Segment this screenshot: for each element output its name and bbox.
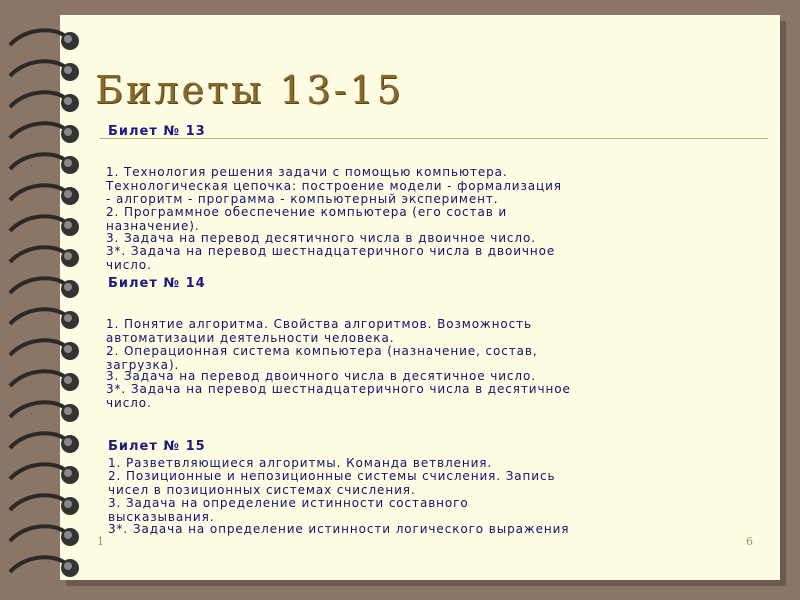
text-line: 1. Понятие алгоритма. Свойства алгоритмов. Возможность: [106, 317, 532, 331]
slide-title: Билеты 13-15: [95, 68, 404, 112]
text-line: назначение).: [106, 218, 200, 233]
text-line: число.: [106, 257, 152, 272]
text-line: 2. Программное обеспечение компьютера (его состав и: [106, 205, 508, 219]
spiral-ring-icon: [6, 180, 84, 214]
spiral-ring-icon: [6, 490, 84, 524]
spiral-ring-icon: [6, 242, 84, 276]
spiral-ring-icon: [6, 397, 84, 431]
spiral-ring-icon: [6, 428, 84, 462]
text-line: 3. Задача на определение истинности составного: [108, 496, 469, 510]
text-line: 3*. Задача на определение истинности логического выражения: [108, 522, 570, 536]
ticket-13-heading: Билет № 13: [108, 124, 206, 139]
text-line: 3. Задача на перевод двоичного числа в десятичное число.: [106, 369, 536, 383]
ticket-14-heading: Билет № 14: [108, 276, 206, 291]
ticket-13-item-2: [106, 206, 507, 233]
spiral-binding: [0, 25, 84, 580]
ticket-13-item-4: [106, 245, 555, 272]
text-line: автоматизации деятельности человека.: [106, 330, 395, 345]
spiral-ring-icon: [6, 25, 84, 59]
ticket-14-item-4: [106, 383, 571, 410]
spiral-ring-icon: [6, 87, 84, 121]
ticket-15-heading: Билет № 15: [108, 439, 206, 454]
text-line: число.: [106, 395, 152, 410]
page-number-right: 6: [746, 535, 753, 548]
spiral-ring-icon: [6, 552, 84, 586]
ticket-14-item-1: [106, 318, 532, 345]
spiral-ring-icon: [6, 335, 84, 369]
spiral-ring-icon: [6, 304, 84, 338]
text-line: высказывания.: [108, 509, 215, 524]
page-number-left: 1: [97, 535, 104, 548]
text-line: чисел в позиционных системах счисления.: [108, 482, 416, 497]
spiral-ring-icon: [6, 118, 84, 152]
ticket-13-item-1: [106, 166, 562, 207]
text-line: 1. Разветвляющиеся алгоритмы. Команда ветвления.: [108, 456, 493, 470]
ticket-15-item-3: [108, 497, 469, 524]
spiral-ring-icon: [6, 273, 84, 307]
text-line: 3. Задача на перевод десятичного числа в двоичное число.: [106, 231, 536, 245]
spiral-ring-icon: [6, 366, 84, 400]
text-line: 2. Позиционные и непозиционные системы счисления. Запись: [108, 469, 556, 483]
spiral-ring-icon: [6, 56, 84, 90]
spiral-ring-icon: [6, 459, 84, 493]
text-line: Технологическая цепочка: построение модели - формализация: [106, 178, 562, 193]
spiral-ring-icon: [6, 149, 84, 183]
ticket-15-item-4: [108, 523, 569, 537]
text-line: 3*. Задача на перевод шестнадцатеричного числа в двоичное: [106, 244, 556, 258]
text-line: 2. Операционная система компьютера (назначение, состав,: [106, 344, 538, 358]
text-line: загрузка).: [106, 357, 180, 372]
text-line: - алгоритм - программа - компьютерный эксперимент.: [106, 192, 499, 206]
ticket-14-item-2: [106, 345, 538, 372]
text-line: 1. Технология решения задачи с помощью компьютера.: [106, 165, 508, 179]
text-line: 3*. Задача на перевод шестнадцатеричного числа в десятичное: [106, 382, 571, 396]
spiral-ring-icon: [6, 211, 84, 245]
ticket-15-item-2: [108, 470, 555, 497]
spiral-ring-icon: [6, 521, 84, 555]
